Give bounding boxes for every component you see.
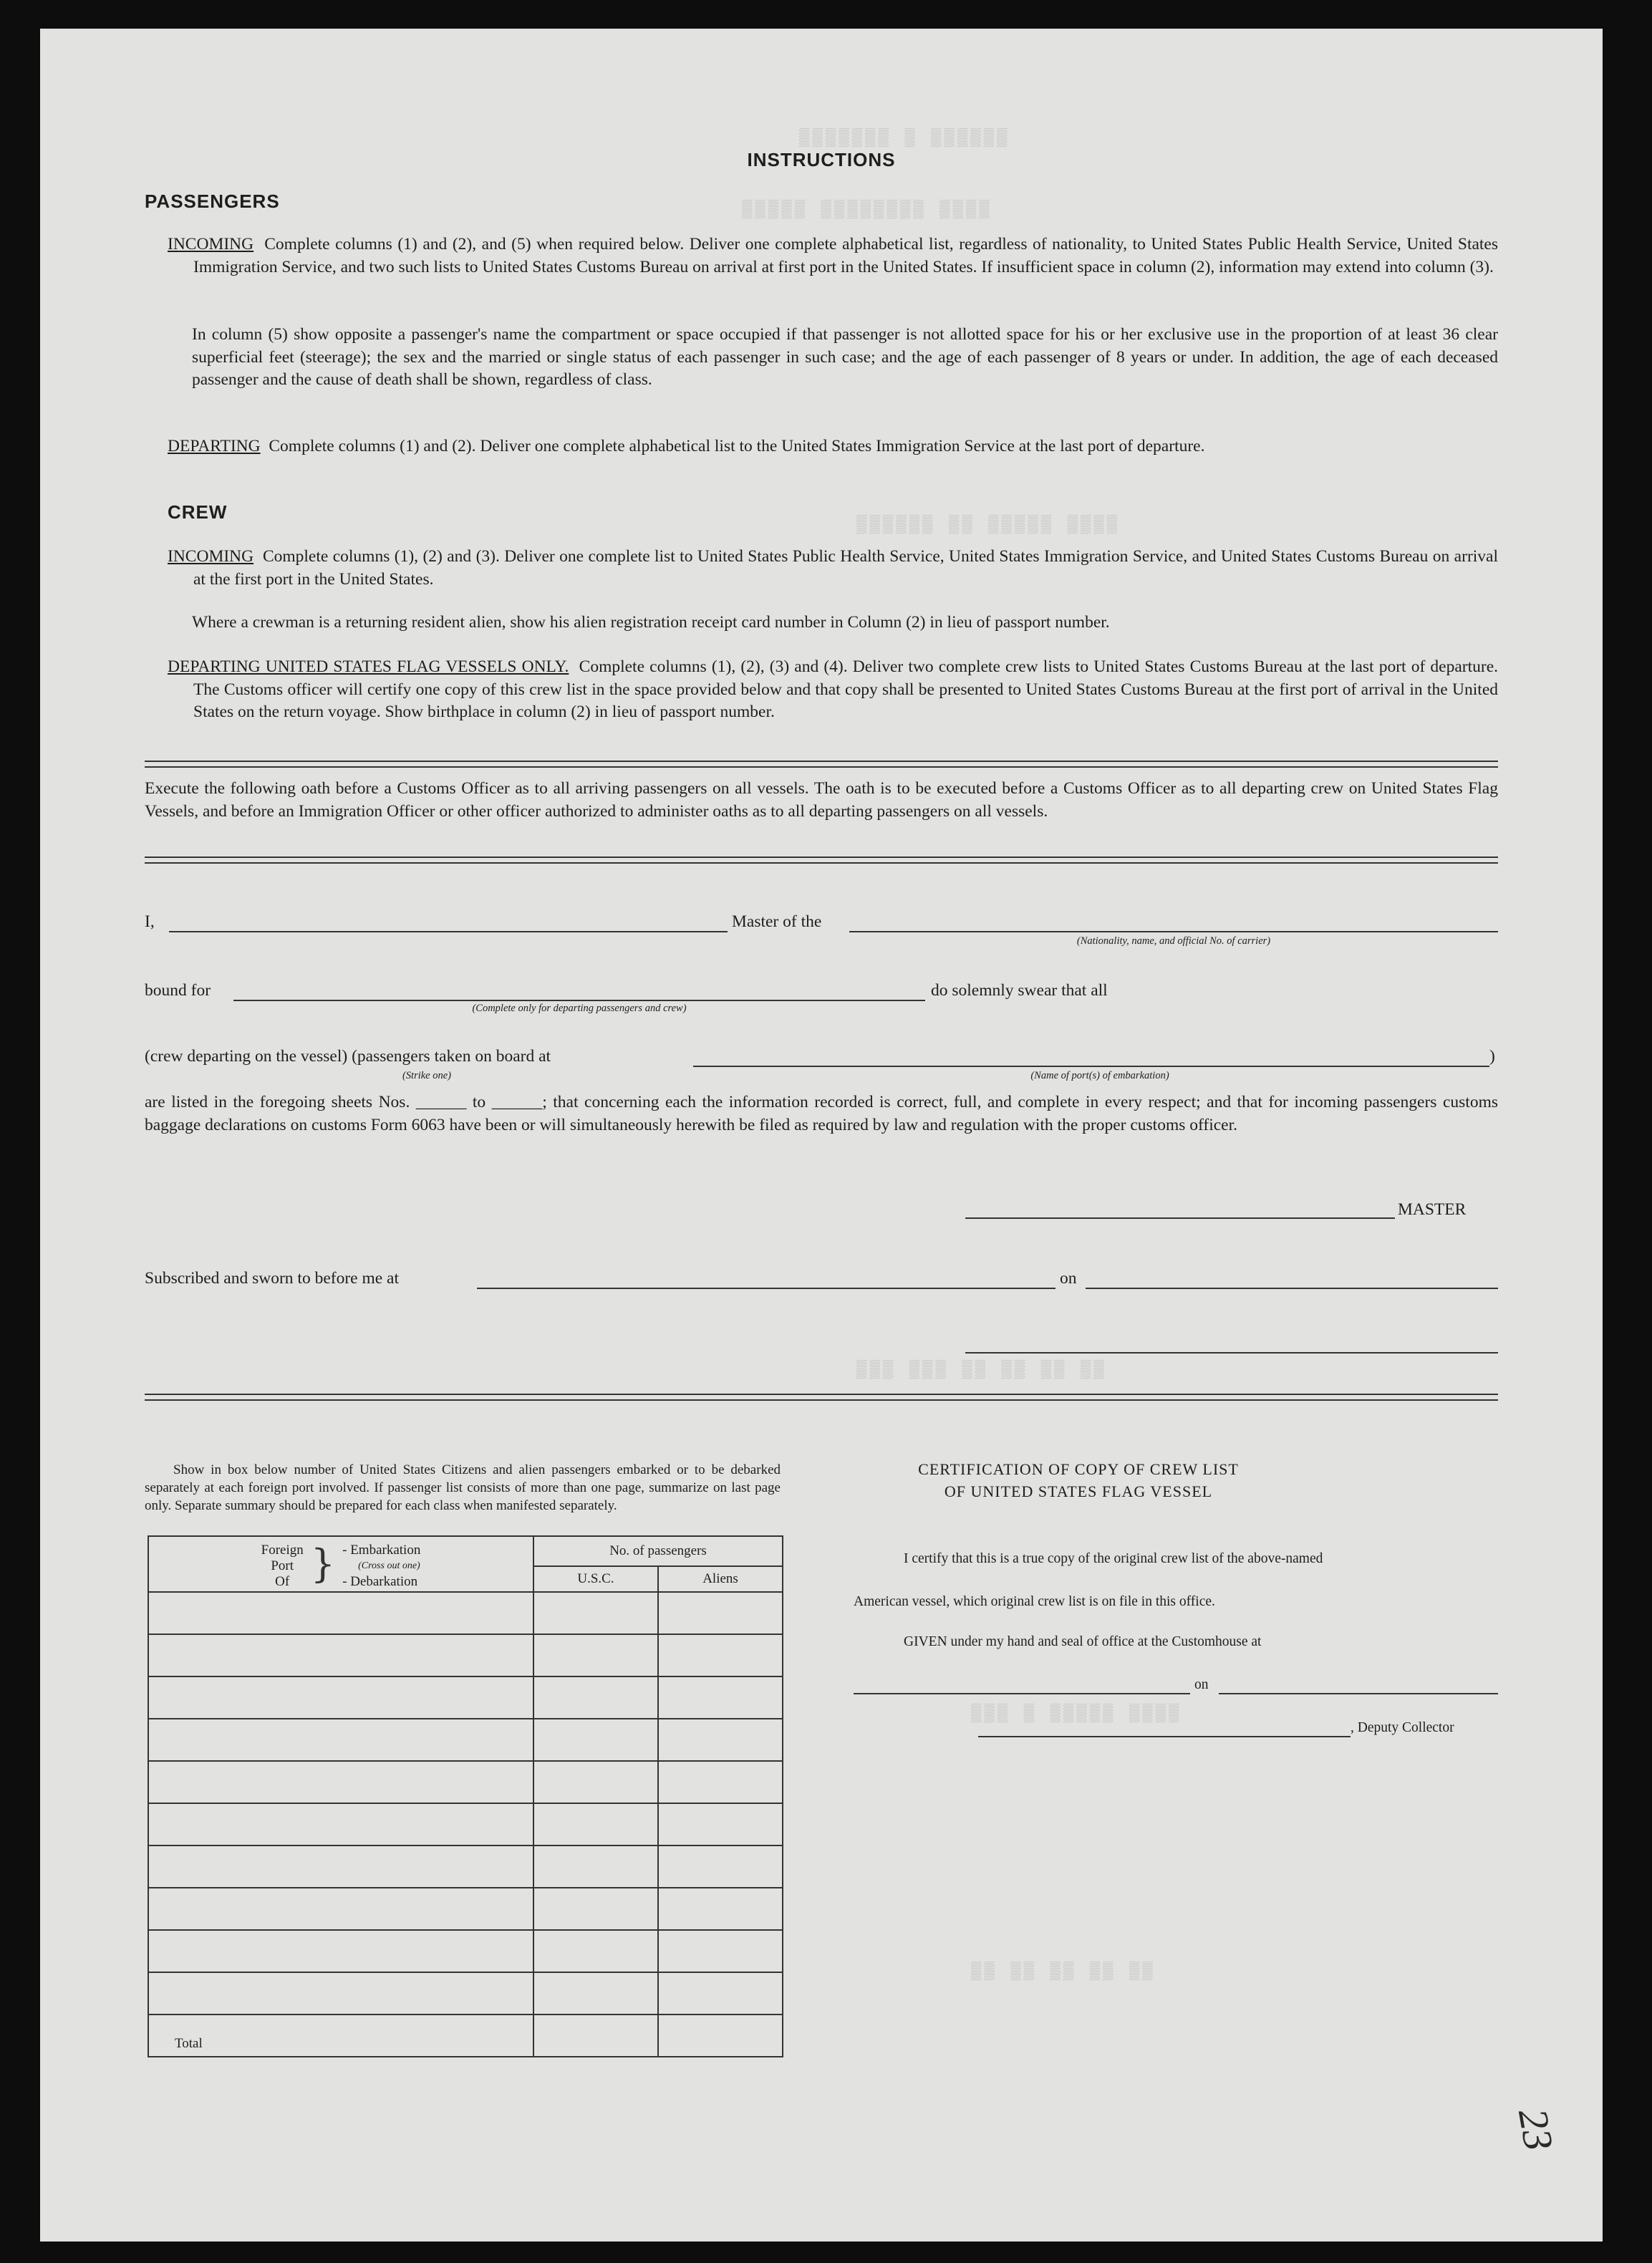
port-label: Port [271, 1558, 294, 1573]
bleed-through-text: ▒▒▒ ▒ ▒▒▒▒▒ ▒▒▒▒ [971, 1704, 1182, 1724]
passengers-departing-text: Complete columns (1) and (2). Deliver one complete alphabetical list to the United States Immigration Service at the last port of departure. [269, 437, 1205, 455]
crew-incoming-text: Complete columns (1), (2) and (3). Deliver one complete list to United States Public Health Service, United States Immigration Service, and United States Customs Bureau on arrival at the first port in the United States. [193, 547, 1499, 589]
foreign-label: Foreign [261, 1543, 304, 1558]
ports-caption: (Name of port(s) of embarkation) [1030, 1070, 1169, 1081]
subscribed-place-line[interactable] [477, 1288, 1056, 1289]
strike-one-caption: (Strike one) [402, 1070, 452, 1081]
certification-date-line[interactable] [1219, 1693, 1498, 1694]
section-divider [145, 1394, 1498, 1401]
summary-instruction: Show in box below number of United States Citizens and alien passengers embarked or to be debarked separately at each foreign port involved. If passenger list consists of more than one page, summarize on last page only. Separate summary should be prepared for each class when manifested separately. [145, 1462, 781, 1513]
oath-intro: Execute the following oath before a Customs Officer as to all arriving passengers on all vessels. The oath is to be executed before a Customs Officer as to all departing crew on United States Flag Vessels, and before an Immigration Officer or other officer authorized to administer oaths as to all departing passengers on all vessels. [145, 779, 1498, 821]
certification-on-label: on [1194, 1677, 1209, 1692]
brace-glyph: } [310, 1541, 336, 1586]
table-row[interactable] [148, 1634, 783, 1676]
table-row[interactable] [148, 1803, 783, 1845]
subscribed-date-line[interactable] [1086, 1288, 1498, 1289]
table-row[interactable] [148, 1592, 783, 1634]
crew-incoming-paragraph [168, 546, 1498, 591]
bleed-through-text: ▒▒ ▒▒ ▒▒ ▒▒ ▒▒ [971, 1962, 1156, 1982]
no-passengers-header: No. of passengers [533, 1536, 783, 1566]
master-of-label: Master of the [732, 912, 822, 931]
bound-caption: (Complete only for departing passengers and crew) [472, 1003, 687, 1014]
passengers-departing-label: DEPARTING [168, 437, 261, 455]
debarkation-label: - Debarkation [342, 1574, 418, 1589]
name-field-line[interactable] [169, 931, 728, 932]
passengers-incoming-text: Complete columns (1) and (2), and (5) when required below. Deliver one complete alphabetical list, regardless of nationality, to United States Public Health Service, United States Immigration Service, and two such lists to United States Customs Bureau on arrival at first port in the United States. If insufficient space in column (2), information may extend into column (3). [193, 235, 1499, 276]
crew-departing-text: Complete columns (1), (2), (3) and (4). Deliver two complete crew lists to United States Customs Bureau at the last port of departure. The Customs officer will certify one copy of this crew list in the space provided below and that copy shall be presented to United States Customs Bureau at the first port of arrival in the United States on the return voyage. Show birthplace in column (2) in lieu of passport number. [193, 657, 1498, 721]
passengers-incoming-label: INCOMING [168, 235, 254, 254]
carrier-caption: (Nationality, name, and official No. of carrier) [1076, 935, 1271, 947]
given-text: GIVEN under my hand and seal of office at the Customhouse at [904, 1634, 1262, 1649]
certify-text: I certify that this is a true copy of the original crew list of the above-named [904, 1551, 1323, 1566]
passengers-incoming-paragraph [168, 233, 1498, 279]
page-title: INSTRUCTIONS [747, 149, 896, 170]
bound-for-label: bound for [145, 981, 211, 1000]
embarkation-label: - Embarkation [342, 1543, 421, 1558]
bleed-through-text: ▒▒▒ ▒▒▒ ▒▒ ▒▒ ▒▒ ▒▒ [856, 1361, 1107, 1380]
section-divider [145, 857, 1498, 864]
crew-resident-text: Where a crewman is a returning resident alien, show his alien registration receipt card number in Column (2) in lieu of passport number. [192, 613, 1110, 632]
table-row[interactable] [148, 1719, 783, 1761]
certification-heading-line1: CERTIFICATION OF COPY OF CREW LIST [918, 1460, 1239, 1478]
bleed-through-text: ▒▒▒▒▒▒▒ ▒ ▒▒▒▒▒▒ [799, 129, 1010, 148]
carrier-field-line[interactable] [849, 931, 1498, 932]
column5-text: In column (5) show opposite a passenger's name the compartment or space occupied if that passenger is not allotted space for his or her exclusive use in the proportion of at least 36 clear superficial feet (steerage); the sex and the married or single status of each passenger in such case; and the age of each passenger of 8 years or under. In addition, the age of each deceased passenger and the cause of death shall be shown, regardless of class. [192, 325, 1498, 389]
bleed-through-text: ▒▒▒▒▒ ▒▒▒▒▒▒▒▒ ▒▒▒▒ [742, 201, 992, 220]
aliens-header: Aliens [658, 1566, 783, 1592]
listed-text: are listed in the foregoing sheets Nos. ______ to ______; that concerning each the information recorded is correct, full, and complete in every respect; and that for incoming passengers customs baggage declarations on customs Form 6063 have been or will simultaneously herewith be filed as required by law and regulation with the proper customs officer. [145, 1093, 1498, 1134]
total-row[interactable] [148, 2014, 783, 2057]
crew-resident-paragraph [192, 612, 1498, 634]
master-label: MASTER [1398, 1200, 1467, 1219]
total-label: Total [148, 2014, 533, 2057]
table-row[interactable] [148, 1930, 783, 1972]
usc-header: U.S.C. [533, 1566, 658, 1592]
passengers-heading: PASSENGERS [145, 190, 280, 212]
table-row[interactable] [148, 1845, 783, 1888]
deputy-signature-line[interactable] [978, 1736, 1351, 1737]
table-row[interactable] [148, 1972, 783, 2014]
table-row[interactable] [148, 1888, 783, 1930]
of-label: Of [275, 1574, 290, 1589]
close-paren: ) [1489, 1047, 1495, 1066]
subscribed-label: Subscribed and sworn to before me at [145, 1269, 400, 1288]
customhouse-field-line[interactable] [854, 1693, 1190, 1694]
swear-label: do solemnly swear that all [931, 981, 1108, 1000]
ports-field-line[interactable] [693, 1066, 1489, 1067]
certification-heading-line2: OF UNITED STATES FLAG VESSEL [944, 1482, 1213, 1500]
passenger-summary-table [148, 1535, 783, 2057]
table-row[interactable] [148, 1676, 783, 1719]
crew-departing-label: DEPARTING UNITED STATES FLAG VESSELS ONLY. [168, 657, 569, 676]
port-header-cell [148, 1536, 533, 1592]
i-label: I, [145, 912, 155, 931]
crew-departing-label: (crew departing on the vessel) (passengers taken on board at [145, 1047, 551, 1066]
section-divider [145, 761, 1498, 768]
subscribed-on-label: on [1060, 1269, 1077, 1288]
crew-departing-paragraph [168, 656, 1498, 724]
table-row[interactable] [148, 1761, 783, 1803]
crew-heading: CREW [168, 501, 228, 523]
cross-out-label: (Cross out one) [358, 1560, 420, 1571]
handwritten-page-number: 23 [1509, 2105, 1563, 2154]
american-vessel-text: American vessel, which original crew list is on file in this office. [854, 1594, 1215, 1609]
officer-signature-line[interactable] [965, 1352, 1498, 1354]
master-signature-line[interactable] [965, 1217, 1395, 1219]
crew-incoming-label: INCOMING [168, 547, 254, 566]
column5-paragraph [192, 324, 1498, 392]
passengers-departing-paragraph [168, 435, 1498, 458]
certification-heading [864, 1458, 1293, 1502]
bleed-through-text: ▒▒▒▒▒▒ ▒▒ ▒▒▒▒▒ ▒▒▒▒ [856, 516, 1121, 535]
deputy-collector-label: , Deputy Collector [1351, 1720, 1454, 1735]
foreign-port-of [261, 1543, 304, 1590]
document-page [40, 29, 1603, 2242]
bound-for-field-line[interactable] [233, 1000, 925, 1001]
